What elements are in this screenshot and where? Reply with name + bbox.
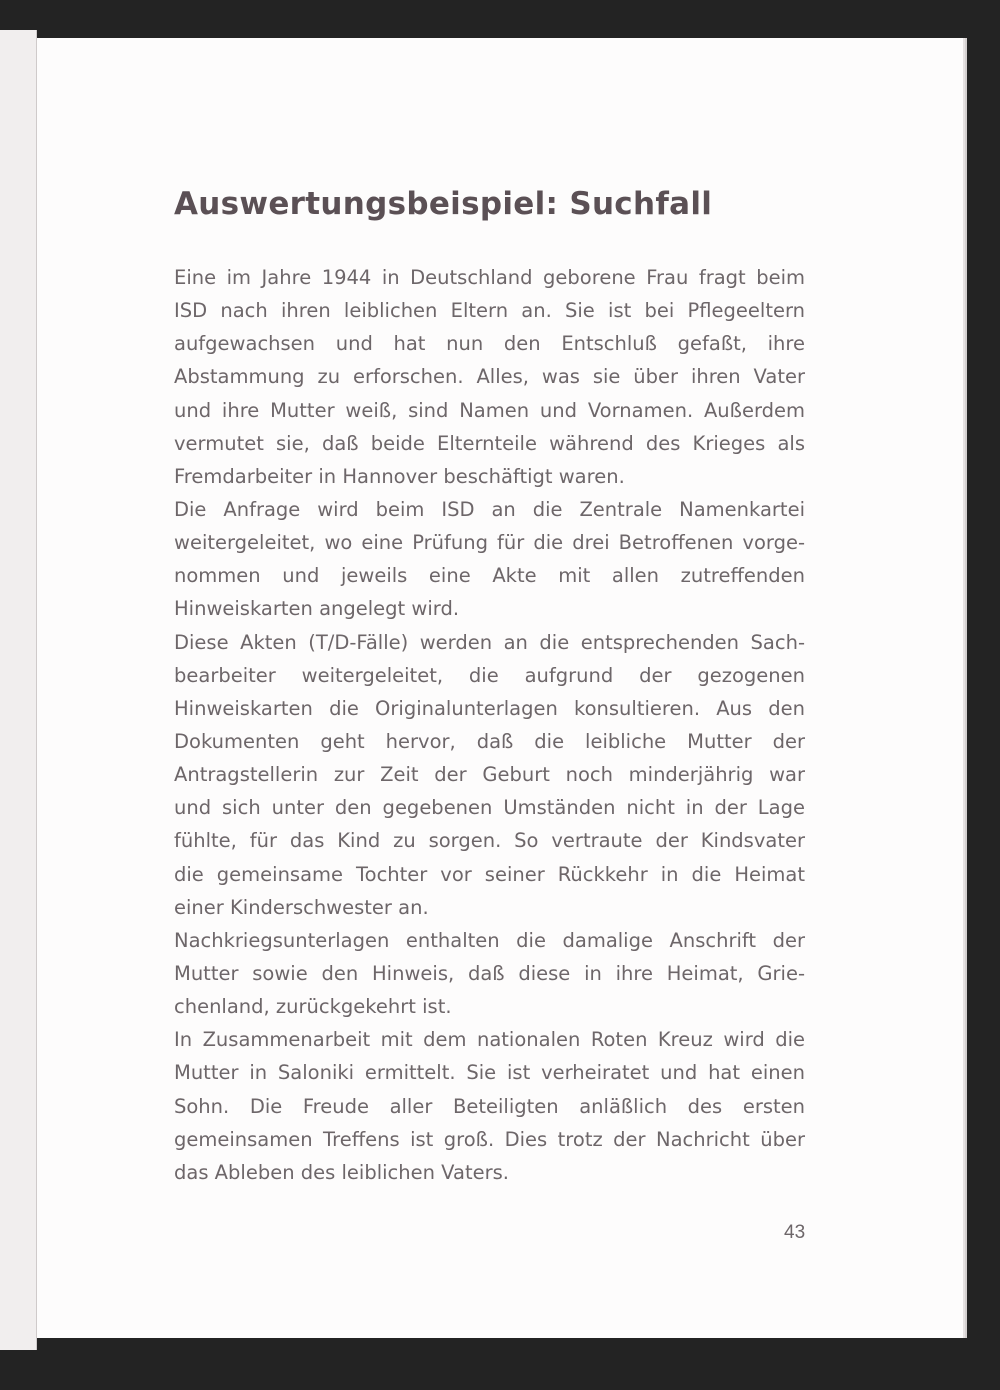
text-line: Hinweiskarten angelegt wird. bbox=[174, 597, 460, 621]
text-line: Mutter in Saloniki ermittelt. Sie ist verheiratet und hat einen bbox=[174, 1061, 805, 1085]
text-line: Antragstellerin zur Zeit der Geburt noch minderjährig war bbox=[174, 763, 805, 787]
text-line: Dokumenten geht hervor, daß die leibliche Mutter der bbox=[174, 729, 805, 753]
text-line: Sohn. Die Freude aller Beteiligten anläßlich des ersten bbox=[174, 1094, 805, 1118]
text-line: aufgewachsen und hat nun den Entschluß gefaßt, ihre bbox=[174, 332, 805, 356]
text-line: Abstammung zu erforschen. Alles, was sie über ihren Vater bbox=[174, 365, 805, 389]
text-line: fühlte, für das Kind zu sorgen. So vertraute der Kindsvater bbox=[174, 829, 805, 853]
text-line: Diese Akten (T/D-Fälle) werden an die entsprechenden Sach- bbox=[174, 630, 805, 654]
text-line: nommen und jeweils eine Akte mit allen zutreffenden bbox=[174, 564, 805, 588]
text-line: bearbeiter weitergeleitet, die aufgrund der gezogenen bbox=[174, 663, 805, 687]
text-line: Nachkriegsunterlagen enthalten die damalige Anschrift der bbox=[174, 928, 805, 952]
text-line: Hinweiskarten die Originalunterlagen konsultieren. Aus den bbox=[174, 696, 805, 720]
text-line: chenland, zurückgekehrt ist. bbox=[174, 995, 452, 1019]
text-line: Mutter sowie den Hinweis, daß diese in ihre Heimat, Grie- bbox=[174, 961, 805, 985]
text-line: und ihre Mutter weiß, sind Namen und Vornamen. Außerdem bbox=[174, 398, 805, 422]
facing-page-edge bbox=[0, 30, 37, 1350]
text-line: die gemeinsame Tochter vor seiner Rückkehr in die Heimat bbox=[174, 862, 805, 886]
text-line: Fremdarbeiter in Hannover beschäftigt waren. bbox=[174, 464, 625, 488]
page-number: 43 bbox=[784, 1222, 806, 1243]
body-text bbox=[174, 261, 805, 1189]
text-line: und sich unter den gegebenen Umständen nicht in der Lage bbox=[174, 796, 805, 820]
text-line: ISD nach ihren leiblichen Eltern an. Sie ist bei Pflegeeltern bbox=[174, 299, 805, 323]
text-line: einer Kinderschwester an. bbox=[174, 895, 429, 919]
text-line: vermutet sie, daß beide Elternteile während des Krieges als bbox=[174, 431, 805, 455]
text-line: Die Anfrage wird beim ISD an die Zentrale Namenkartei bbox=[174, 497, 805, 521]
text-line: Eine im Jahre 1944 in Deutschland geborene Frau fragt beim bbox=[174, 266, 805, 289]
page-title: Auswertungsbeispiel: Suchfall bbox=[174, 186, 713, 222]
text-line: das Ableben des leiblichen Vaters. bbox=[174, 1160, 509, 1184]
text-line: weitergeleitet, wo eine Prüfung für die drei Betroffenen vorge- bbox=[174, 531, 805, 555]
text-line: gemeinsamen Treffens ist groß. Dies trotz der Nachricht über bbox=[174, 1127, 805, 1151]
text-line: In Zusammenarbeit mit dem nationalen Roten Kreuz wird die bbox=[174, 1028, 805, 1052]
